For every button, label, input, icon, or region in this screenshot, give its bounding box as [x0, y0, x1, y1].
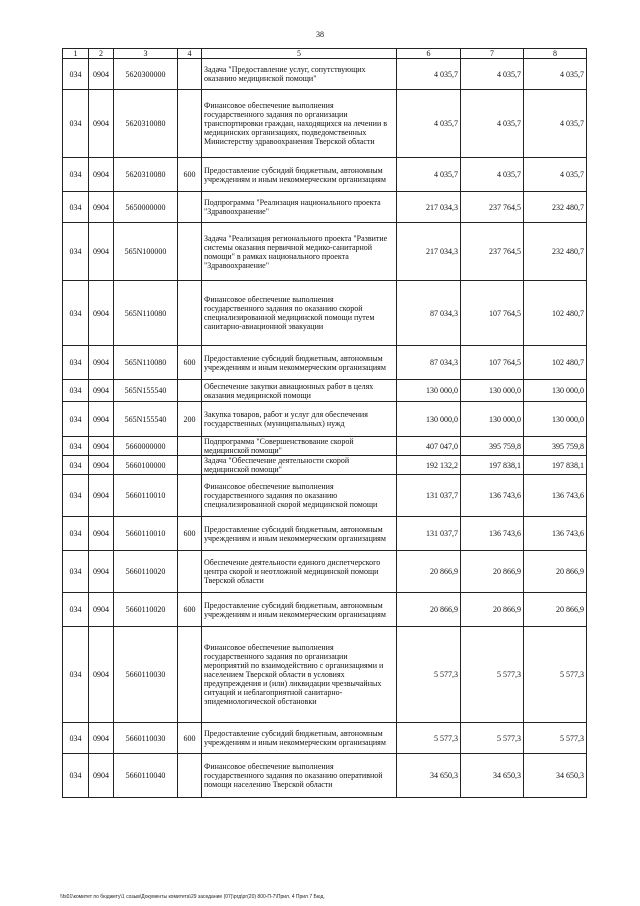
cell-expense-type: [178, 223, 202, 281]
cell-expense-type: [178, 551, 202, 593]
header-col-2: 2: [89, 49, 114, 59]
cell-department: 034: [63, 456, 89, 475]
cell-name: Обеспечение деятельности единого диспетчерского центра скорой и неотложной медицинской помощи Тверской области: [202, 551, 397, 593]
cell-amount-year-2: 107 764,5: [461, 281, 524, 346]
table-row: [63, 223, 587, 281]
cell-amount-year-3: 395 759,8: [524, 437, 587, 456]
cell-expense-type: 600: [178, 346, 202, 380]
cell-target-article: 5620300000: [114, 59, 178, 90]
cell-amount-year-3: 4 035,7: [524, 90, 587, 158]
header-col-6: 6: [397, 49, 461, 59]
cell-target-article: 5660000000: [114, 437, 178, 456]
cell-name: Финансовое обеспечение выполнения государственного задания по оказанию оперативной помощи населению Тверской области: [202, 754, 397, 798]
cell-amount-year-1: 407 047,0: [397, 437, 461, 456]
table-row: [63, 402, 587, 437]
header-col-5: 5: [202, 49, 397, 59]
cell-target-article: 5620310080: [114, 158, 178, 192]
cell-name: Финансовое обеспечение выполнения государственного задания по оказанию скорой специализированной медицинской помощи путем санитарно-авиационной эвакуации: [202, 281, 397, 346]
cell-name: Предоставление субсидий бюджетным, автономным учреждениям и иным некоммерческим организациям: [202, 593, 397, 627]
cell-section: 0904: [89, 551, 114, 593]
cell-section: 0904: [89, 59, 114, 90]
cell-expense-type: [178, 475, 202, 517]
cell-expense-type: 600: [178, 158, 202, 192]
cell-department: 034: [63, 754, 89, 798]
cell-target-article: 565N155540: [114, 380, 178, 402]
table-row: [63, 90, 587, 158]
cell-name: Предоставление субсидий бюджетным, автономным учреждениям и иным некоммерческим организациям: [202, 158, 397, 192]
cell-amount-year-2: 4 035,7: [461, 158, 524, 192]
cell-expense-type: [178, 754, 202, 798]
cell-amount-year-1: 5 577,3: [397, 723, 461, 754]
cell-department: 034: [63, 551, 89, 593]
cell-section: 0904: [89, 223, 114, 281]
cell-amount-year-2: 130 000,0: [461, 380, 524, 402]
cell-name: Финансовое обеспечение выполнения государственного задания по организации мероприятий по взаимодействию с организациями и населением Тверской области в условиях предупреждения и (или) ликвидации чрезвычайных ситуаций и неблагоприятной санитарно-эпидемиологической обстановки: [202, 627, 397, 723]
header-col-1: 1: [63, 49, 89, 59]
cell-section: 0904: [89, 456, 114, 475]
cell-amount-year-2: 107 764,5: [461, 346, 524, 380]
cell-amount-year-1: 34 650,3: [397, 754, 461, 798]
cell-section: 0904: [89, 281, 114, 346]
cell-department: 034: [63, 627, 89, 723]
table-row: [63, 627, 587, 723]
budget-table: [62, 48, 587, 798]
cell-target-article: 5660110010: [114, 475, 178, 517]
cell-section: 0904: [89, 192, 114, 223]
table-row: [63, 346, 587, 380]
cell-amount-year-1: 130 000,0: [397, 380, 461, 402]
cell-amount-year-1: 87 034,3: [397, 346, 461, 380]
cell-section: 0904: [89, 346, 114, 380]
cell-department: 034: [63, 723, 89, 754]
cell-target-article: 5660100000: [114, 456, 178, 475]
cell-target-article: 5660110020: [114, 593, 178, 627]
cell-expense-type: 600: [178, 517, 202, 551]
cell-amount-year-3: 4 035,7: [524, 158, 587, 192]
cell-expense-type: [178, 437, 202, 456]
cell-department: 034: [63, 517, 89, 551]
cell-amount-year-2: 395 759,8: [461, 437, 524, 456]
cell-section: 0904: [89, 517, 114, 551]
cell-amount-year-3: 34 650,3: [524, 754, 587, 798]
cell-target-article: 5660110040: [114, 754, 178, 798]
table-row: [63, 281, 587, 346]
cell-amount-year-3: 20 866,9: [524, 551, 587, 593]
cell-expense-type: 200: [178, 402, 202, 437]
cell-amount-year-3: 5 577,3: [524, 627, 587, 723]
table-row: [63, 517, 587, 551]
cell-amount-year-2: 4 035,7: [461, 90, 524, 158]
cell-amount-year-2: 237 764,5: [461, 192, 524, 223]
cell-name: Задача "Реализация регионального проекта "Развитие системы оказания первичной медико-санитарной помощи" в рамках национального проекта "Здравоохранение": [202, 223, 397, 281]
table-row: [63, 593, 587, 627]
cell-department: 034: [63, 281, 89, 346]
cell-amount-year-2: 136 743,6: [461, 517, 524, 551]
page-number: 38: [316, 30, 324, 39]
header-row: [63, 49, 587, 59]
table-row: [63, 754, 587, 798]
table-row: [63, 59, 587, 90]
cell-target-article: 5660110030: [114, 627, 178, 723]
cell-amount-year-3: 102 480,7: [524, 346, 587, 380]
cell-name: Предоставление субсидий бюджетным, автономным учреждениям и иным некоммерческим организациям: [202, 517, 397, 551]
cell-amount-year-1: 4 035,7: [397, 59, 461, 90]
cell-department: 034: [63, 593, 89, 627]
cell-amount-year-2: 136 743,6: [461, 475, 524, 517]
cell-department: 034: [63, 346, 89, 380]
cell-amount-year-1: 87 034,3: [397, 281, 461, 346]
cell-name: Подпрограмма "Совершенствование скорой медицинской помощи": [202, 437, 397, 456]
cell-amount-year-3: 20 866,9: [524, 593, 587, 627]
cell-expense-type: [178, 90, 202, 158]
cell-expense-type: [178, 380, 202, 402]
cell-department: 034: [63, 192, 89, 223]
cell-amount-year-2: 4 035,7: [461, 59, 524, 90]
cell-amount-year-1: 131 037,7: [397, 517, 461, 551]
cell-section: 0904: [89, 380, 114, 402]
table-row: [63, 456, 587, 475]
table-row: [63, 158, 587, 192]
cell-amount-year-1: 217 034,3: [397, 192, 461, 223]
cell-target-article: 565N110080: [114, 281, 178, 346]
cell-section: 0904: [89, 627, 114, 723]
cell-expense-type: [178, 59, 202, 90]
cell-section: 0904: [89, 754, 114, 798]
cell-name: Закупка товаров, работ и услуг для обеспечения государственных (муниципальных) нужд: [202, 402, 397, 437]
cell-amount-year-3: 130 000,0: [524, 402, 587, 437]
cell-section: 0904: [89, 402, 114, 437]
header-col-3: 3: [114, 49, 178, 59]
cell-amount-year-2: 197 838,1: [461, 456, 524, 475]
cell-expense-type: [178, 627, 202, 723]
cell-section: 0904: [89, 475, 114, 517]
header-col-7: 7: [461, 49, 524, 59]
cell-expense-type: [178, 281, 202, 346]
cell-department: 034: [63, 475, 89, 517]
cell-name: Финансовое обеспечение выполнения государственного задания по оказанию специализированной скорой медицинской помощи: [202, 475, 397, 517]
cell-target-article: 565N100000: [114, 223, 178, 281]
cell-target-article: 5660110010: [114, 517, 178, 551]
cell-amount-year-3: 232 480,7: [524, 192, 587, 223]
cell-expense-type: [178, 192, 202, 223]
cell-name: Задача "Обеспечение деятельности скорой медицинской помощи": [202, 456, 397, 475]
cell-target-article: 5660110020: [114, 551, 178, 593]
cell-amount-year-1: 192 132,2: [397, 456, 461, 475]
cell-amount-year-3: 136 743,6: [524, 475, 587, 517]
cell-amount-year-1: 4 035,7: [397, 90, 461, 158]
cell-amount-year-3: 130 000,0: [524, 380, 587, 402]
cell-amount-year-2: 20 866,9: [461, 593, 524, 627]
cell-amount-year-3: 5 577,3: [524, 723, 587, 754]
cell-target-article: 5660110030: [114, 723, 178, 754]
cell-amount-year-1: 20 866,9: [397, 593, 461, 627]
cell-section: 0904: [89, 90, 114, 158]
cell-amount-year-2: 5 577,3: [461, 627, 524, 723]
cell-amount-year-3: 232 480,7: [524, 223, 587, 281]
cell-amount-year-2: 20 866,9: [461, 551, 524, 593]
cell-section: 0904: [89, 723, 114, 754]
cell-department: 034: [63, 158, 89, 192]
cell-expense-type: [178, 456, 202, 475]
table-row: [63, 723, 587, 754]
cell-target-article: 5620310080: [114, 90, 178, 158]
cell-section: 0904: [89, 593, 114, 627]
cell-department: 034: [63, 223, 89, 281]
cell-amount-year-2: 34 650,3: [461, 754, 524, 798]
cell-name: Предоставление субсидий бюджетным, автономным учреждениям и иным некоммерческим организациям: [202, 723, 397, 754]
cell-amount-year-3: 4 035,7: [524, 59, 587, 90]
cell-amount-year-1: 5 577,3: [397, 627, 461, 723]
cell-expense-type: 600: [178, 593, 202, 627]
cell-department: 034: [63, 59, 89, 90]
cell-department: 034: [63, 437, 89, 456]
cell-name: Финансовое обеспечение выполнения государственного задания по организации транспортировки граждан, находящихся на лечении в медицинских организациях, подведомственных Министерству здравоохранения Тверской области: [202, 90, 397, 158]
cell-amount-year-2: 130 000,0: [461, 402, 524, 437]
cell-name: Предоставление субсидий бюджетным, автономным учреждениям и иным некоммерческим организациям: [202, 346, 397, 380]
table-row: [63, 437, 587, 456]
cell-amount-year-2: 237 764,5: [461, 223, 524, 281]
cell-amount-year-1: 130 000,0: [397, 402, 461, 437]
cell-department: 034: [63, 380, 89, 402]
cell-amount-year-1: 20 866,9: [397, 551, 461, 593]
cell-target-article: 565N155540: [114, 402, 178, 437]
cell-amount-year-3: 197 838,1: [524, 456, 587, 475]
cell-name: Задача "Предоставление услуг, сопутствующих оказанию медицинской помощи": [202, 59, 397, 90]
header-col-8: 8: [524, 49, 587, 59]
table-row: [63, 380, 587, 402]
cell-amount-year-1: 4 035,7: [397, 158, 461, 192]
cell-section: 0904: [89, 437, 114, 456]
cell-name: Обеспечение закупки авиационных работ в целях оказания медицинской помощи: [202, 380, 397, 402]
cell-department: 034: [63, 402, 89, 437]
cell-name: Подпрограмма "Реализация национального проекта "Здравоохранение": [202, 192, 397, 223]
cell-department: 034: [63, 90, 89, 158]
table-row: [63, 475, 587, 517]
cell-amount-year-3: 136 743,6: [524, 517, 587, 551]
header-col-4: 4: [178, 49, 202, 59]
table-row: [63, 192, 587, 223]
cell-amount-year-1: 217 034,3: [397, 223, 461, 281]
cell-amount-year-3: 102 480,7: [524, 281, 587, 346]
cell-target-article: 5650000000: [114, 192, 178, 223]
cell-section: 0904: [89, 158, 114, 192]
cell-expense-type: 600: [178, 723, 202, 754]
footer-file-path: \\fs01\комитет по бюджету\1 созыв\Документы комитета\29 заседание (07)\ргд\рг(20) 800-П-7\Прил. 4 Прил 7 Бюд.: [60, 894, 325, 900]
cell-target-article: 565N110080: [114, 346, 178, 380]
table-row: [63, 551, 587, 593]
cell-amount-year-1: 131 037,7: [397, 475, 461, 517]
cell-amount-year-2: 5 577,3: [461, 723, 524, 754]
